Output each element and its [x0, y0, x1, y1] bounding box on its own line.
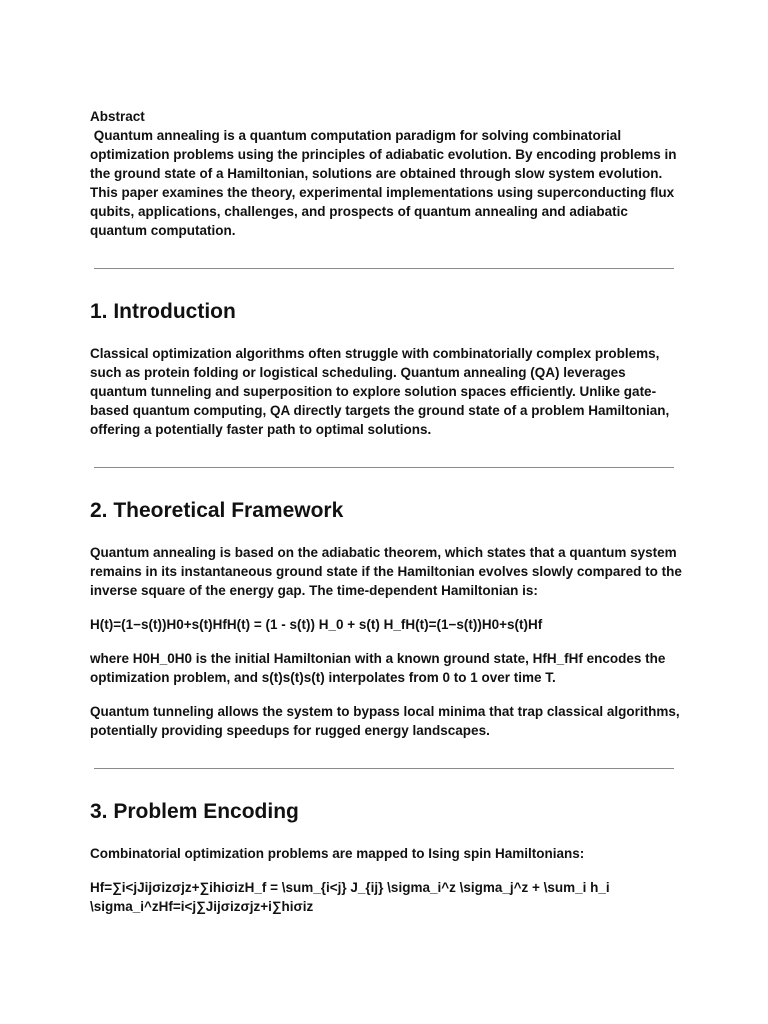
section-divider	[94, 467, 674, 468]
section-divider	[94, 768, 674, 769]
section-heading: 3. Problem Encoding	[90, 800, 299, 823]
section-theoretical-framework	[90, 498, 686, 740]
paragraph: Classical optimization algorithms often struggle with combinatorially complex problems, such as protein folding or logistical scheduling. Quantum annealing (QA) leverages quantum tunneling and superposition to explore solution spaces efficiently. Unlike gate-based quantum computing, QA directly targets the ground state of a problem Hamiltonian, offering a potentially faster path to optimal solutions.	[90, 346, 670, 437]
abstract	[90, 107, 686, 240]
abstract-text: Quantum annealing is a quantum computation paradigm for solving combinatorial optimization problems using the principles of adiabatic evolution. By encoding problems in the ground state of a Hamiltonian, solutions are obtained through slow system evolution. This paper examines the theory, experimental implementations using superconducting flux qubits, applications, challenges, and prospects of quantum annealing and adiabatic quantum computation.	[90, 128, 681, 238]
section-divider	[94, 268, 674, 269]
paragraph: Quantum tunneling allows the system to bypass local minima that trap classical algorithms, potentially providing speedups for rugged energy landscapes.	[90, 704, 680, 738]
section-heading: 1. Introduction	[90, 300, 236, 323]
paragraph: Quantum annealing is based on the adiabatic theorem, which states that a quantum system remains in its instantaneous ground state if the Hamiltonian evolves slowly compared to the inverse square of the energy gap. The time-dependent Hamiltonian is:	[90, 545, 682, 598]
equation: H(t)=(1−s(t))H0+s(t)HfH(t) = (1 - s(t)) H_0 + s(t) H_fH(t)=(1−s(t))H0+s(t)Hf	[90, 617, 543, 632]
abstract-label: Abstract	[90, 109, 145, 124]
paragraph: where H0H_0H0 is the initial Hamiltonian with a known ground state, HfH_fHf encodes the optimization problem, and s(t)s(t)s(t) interpolates from 0 to 1 over time T.	[90, 651, 666, 685]
paragraph: Combinatorial optimization problems are mapped to Ising spin Hamiltonians:	[90, 846, 585, 861]
document-content	[90, 107, 686, 916]
section-problem-encoding	[90, 799, 686, 916]
equation: Hf=∑i<jJijσizσjz+∑ihiσizH_f = \sum_{i<j} J_{ij} \sigma_i^z \sigma_j^z + \sum_i h_i \sigma_i^zHf=i<j∑Jijσizσjz+i∑hiσiz	[90, 880, 610, 914]
section-introduction	[90, 299, 686, 439]
section-heading: 2. Theoretical Framework	[90, 499, 344, 522]
